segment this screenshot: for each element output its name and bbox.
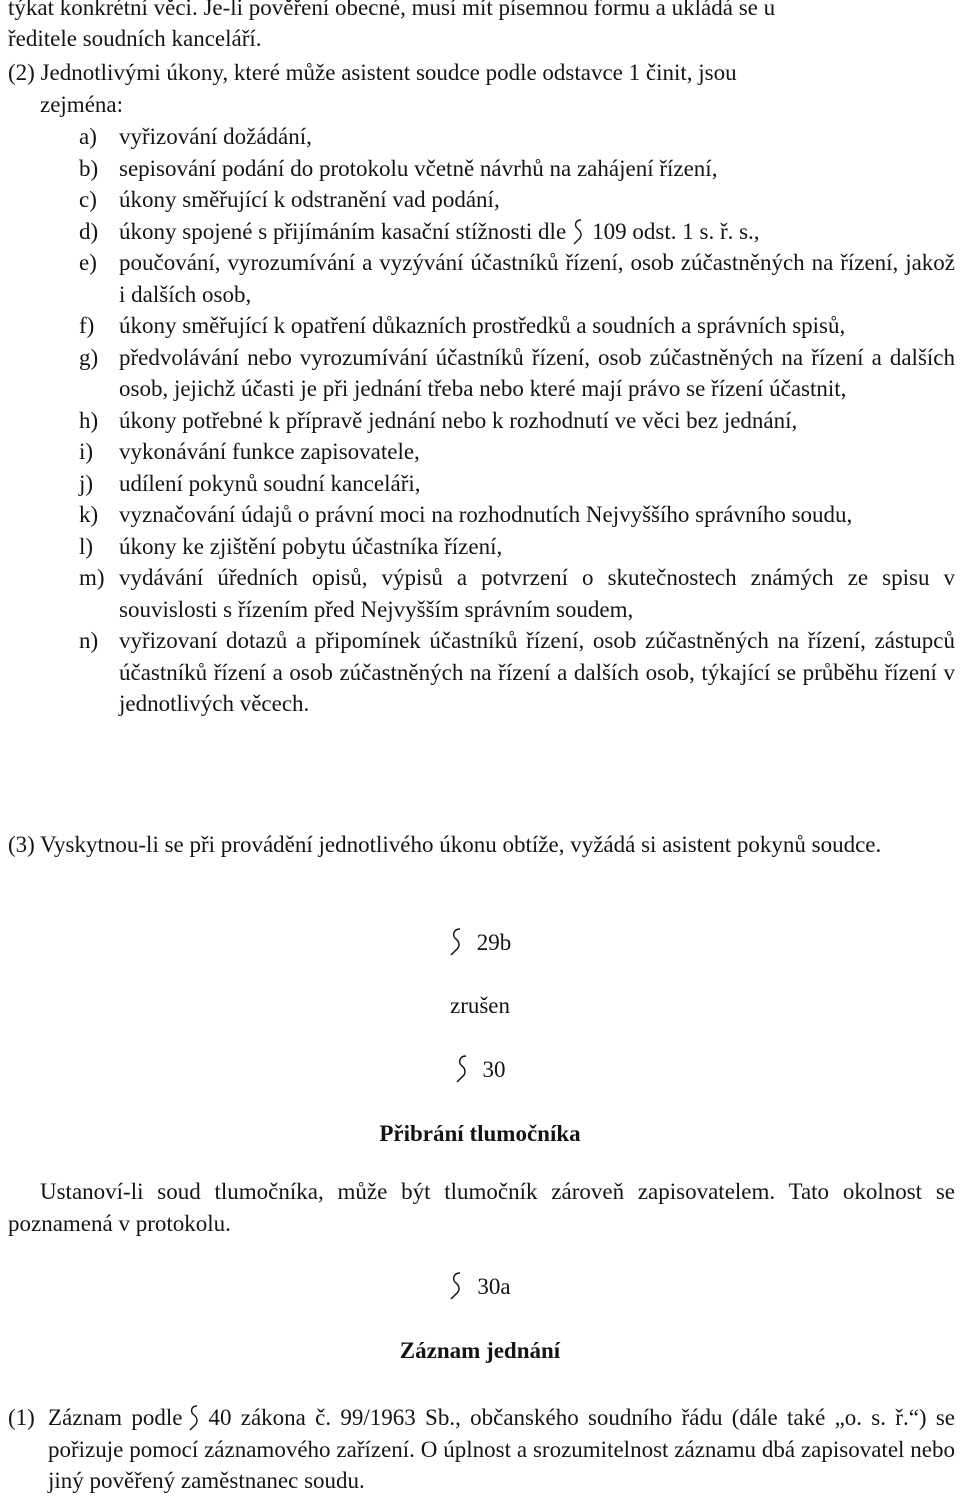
list-item-k [79, 499, 955, 531]
paragraph-3 [8, 829, 955, 861]
list-item-text: vyřizování dožádání, [119, 124, 312, 149]
list-item-text-after: 109 odst. 1 s. ř. s., [592, 218, 760, 244]
continuation-line-1: týkat konkrétní věci. Je-li pověření obecné, musí mít písemnou formu a ukládá se u [8, 0, 776, 20]
section-sign-icon [572, 218, 584, 246]
list-item-j [79, 468, 955, 500]
section-sign-icon [449, 927, 463, 957]
list-item-text: vydávání úředních opisů, výpisů a potvrzení o skutečnostech známých ze spisu v souvislosti s řízením před Nejvyšším správním soudem, [119, 565, 955, 622]
list-item-n [79, 625, 955, 720]
paragraph-text [48, 1402, 955, 1497]
list-marker: f) [79, 313, 95, 338]
paragraph-text-after: 40 zákona č. 99/1963 Sb., občanského soudního řádu (dále také „o. s. ř.“) se pořizuje pomocí záznamového zařízení. O úplnost a srozumitelnost záznamu dbá zapisovatel nebo jiný pověřený zaměstnanec soudu. [48, 1405, 955, 1493]
list-marker: g) [79, 344, 99, 370]
list-item-g [79, 342, 955, 405]
list-marker: n) [79, 628, 99, 653]
list-marker: m) [79, 565, 105, 590]
section-30a-heading [0, 1271, 960, 1303]
list-item-text: vyřizovaní dotazů a připomínek účastníků řízení, osob zúčastněných na řízení, zástupců účastníků řízení a osob zúčastněných na řízení a dalších osob, týkající se průběhu řízení v jednotlivých věcech. [119, 628, 955, 716]
section-number: 30a [477, 1274, 511, 1299]
paragraph-marker: (1) [8, 1405, 35, 1430]
paragraph-3-text: Vyskytnou-li se při provádění jednotlivého úkonu obtíže, vyžádá si asistent pokynů soudce. [40, 832, 882, 857]
list-item-l [79, 531, 955, 563]
paragraph-2-intro: (2) Jednotlivými úkony, které může asistent soudce podle odstavce 1 činit, jsou [8, 60, 737, 85]
list-item-f [79, 310, 955, 342]
list-item-text: předvolávání nebo vyrozumívání účastníků řízení, osob zúčastněných na řízení a dalších osob, jejichž účasti je při jednání třeba nebo které mají právo se řízení účastnit, [119, 344, 955, 401]
list-item-e [79, 247, 955, 310]
list-item-d [79, 216, 955, 248]
list-item-i [79, 436, 955, 468]
list-item-c [79, 184, 955, 216]
section-30-text: Ustanoví-li soud tlumočníka, může být tlumočník zároveň zapisovatelem. Tato okolnost se poznamená v protokolu. [8, 1179, 955, 1236]
list-item-text: vyznačování údajů o právní moci na rozhodnutích Nejvyššího správního soudu, [119, 502, 853, 527]
list-marker: a) [79, 124, 97, 149]
section-29b-status: zrušen [449, 993, 511, 1018]
continuation-line-2: ředitele soudních kanceláří. [8, 26, 262, 51]
list-item-a [79, 121, 955, 153]
section-30a-title: Záznam jednání [399, 1338, 561, 1363]
tasks-list [79, 121, 955, 720]
list-marker: k) [79, 502, 99, 527]
paragraph-text-before: Záznam podle [48, 1405, 183, 1430]
list-item-text: sepisování podání do protokolu včetně návrhů na zahájení řízení, [119, 155, 718, 181]
section-30-title: Přibrání tlumočníka [379, 1121, 581, 1146]
section-29b-heading [0, 927, 960, 959]
list-item-text: vykonávání funkce zapisovatele, [119, 439, 420, 464]
section-30a-paragraph-1 [8, 1402, 955, 1497]
list-marker: c) [79, 187, 97, 212]
list-marker: j) [79, 470, 94, 496]
list-marker: l) [79, 533, 94, 559]
list-item-text: poučování, vyrozumívání a vyzývání účastníků řízení, osob zúčastněných na řízení, jakož i dalších osob, [119, 250, 955, 307]
paragraph-marker: (3) [8, 832, 35, 857]
list-item-text: úkony směřující k odstranění vad podání, [119, 187, 500, 212]
section-sign-icon [455, 1054, 469, 1084]
list-marker: e) [79, 250, 97, 275]
list-item-m [79, 562, 955, 625]
list-item-text: úkony ke zjištění pobytu účastníka řízení, [119, 533, 503, 559]
section-30-heading [0, 1054, 960, 1086]
list-marker: d) [79, 218, 99, 244]
list-item-text: udílení pokynů soudní kanceláři, [119, 470, 421, 496]
list-item-b [79, 153, 955, 185]
section-sign-icon [188, 1404, 200, 1432]
paragraph-2-intro-cont: zejména: [40, 92, 124, 117]
list-marker: i) [79, 439, 94, 464]
list-item-text: úkony směřující k opatření důkazních prostředků a soudních a správních spisů, [119, 313, 846, 338]
section-number: 30 [482, 1057, 506, 1082]
list-item-text: úkony potřebné k přípravě jednání nebo k rozhodnutí ve věci bez jednání, [119, 407, 798, 433]
section-sign-icon [449, 1271, 463, 1301]
section-number: 29b [476, 930, 512, 955]
list-item-h [79, 405, 955, 437]
list-marker: b) [79, 155, 99, 181]
list-marker: h) [79, 407, 99, 433]
list-item-text-before: úkony spojené s přijímáním kasační stížnosti dle [119, 218, 567, 244]
list-item-text [119, 216, 955, 248]
